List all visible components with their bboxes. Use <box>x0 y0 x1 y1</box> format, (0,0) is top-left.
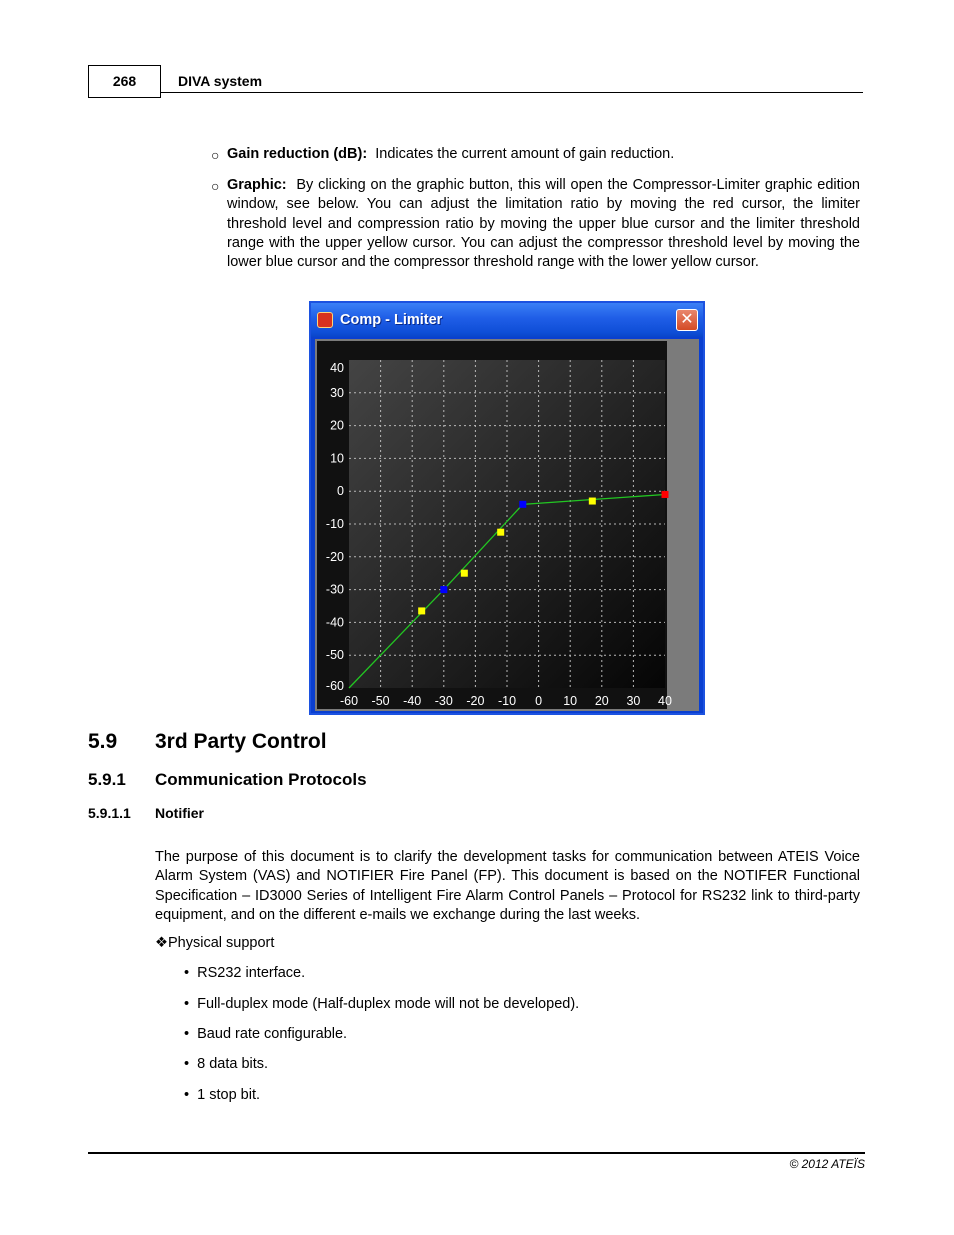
section-title: 3rd Party Control <box>155 730 327 753</box>
y-tick-label: -60 <box>325 679 344 693</box>
x-tick-label: -30 <box>434 694 453 708</box>
bullet-icon: • <box>184 1087 190 1103</box>
section-number: 5.9 <box>88 730 118 753</box>
x-tick-label: -50 <box>371 694 390 708</box>
bullet-icon: • <box>184 1026 190 1042</box>
chart <box>315 339 699 711</box>
cursor-handle[interactable] <box>440 586 447 593</box>
header-title: DIVA system <box>178 73 263 89</box>
list-item <box>184 996 579 1012</box>
subsubsection-number: 5.9.1.1 <box>88 805 131 821</box>
y-tick-label: 10 <box>330 451 344 466</box>
bullet-icon: • <box>184 965 190 981</box>
window-titlebar[interactable] <box>311 303 703 337</box>
list-item <box>184 965 305 981</box>
cursor-handle[interactable] <box>519 501 526 508</box>
y-tick-label: 30 <box>330 385 344 400</box>
cursor-handle[interactable] <box>497 529 504 536</box>
list-item-text: 1 stop bit. <box>197 1087 261 1103</box>
list-item <box>184 1056 268 1072</box>
support-heading <box>155 935 274 951</box>
item-label: Graphic: <box>227 177 287 193</box>
y-tick-label: -50 <box>325 648 344 663</box>
bullet-icon: • <box>184 996 190 1012</box>
footer-rule <box>88 1152 865 1154</box>
cursor-handle[interactable] <box>461 570 468 577</box>
x-tick-label: 10 <box>563 694 578 708</box>
list-item-graphic <box>227 176 860 272</box>
body-paragraph: The purpose of this document is to clarify the development tasks for communication between ATEIS Voice Alarm System (VAS) and NOTIFIER Fire Panel (FP). This document is based on the NOTIFER Functional Specification – ID3000 Series of Intelligent Fire Alarm Control Panels – Protocol for RS232 link to third-party equipment, and on the different e-mails we exchange during the last weeks. <box>155 849 860 923</box>
subsection-title: Communication Protocols <box>155 770 367 789</box>
y-tick-label: 0 <box>337 484 344 499</box>
cursor-handle[interactable] <box>662 491 669 498</box>
footer-copyright: © 2012 ATEÏS <box>789 1157 865 1171</box>
x-tick-label: -60 <box>339 694 359 708</box>
y-tick-label: -30 <box>325 582 344 597</box>
y-tick-label: 40 <box>330 361 344 375</box>
y-tick-label: -20 <box>325 549 344 564</box>
item-label: Gain reduction (dB): <box>227 146 368 162</box>
y-tick-label: -40 <box>325 615 344 630</box>
list-item <box>184 1087 260 1103</box>
list-item-text: 8 data bits. <box>197 1056 269 1072</box>
app-icon <box>317 312 333 328</box>
x-tick-label: 0 <box>535 694 543 708</box>
x-tick-label: -20 <box>466 694 485 708</box>
cursor-handle[interactable] <box>589 498 596 505</box>
x-tick-label: 30 <box>626 694 641 708</box>
item-text: Indicates the current amount of gain reduction. <box>375 146 675 162</box>
diamond-bullet-icon: ❖ <box>155 935 168 951</box>
window-title: Comp - Limiter <box>340 312 443 328</box>
x-tick-label: 20 <box>594 694 609 708</box>
list-item-text: RS232 interface. <box>197 965 306 981</box>
page-number: 268 <box>88 65 161 98</box>
subsubsection-title: Notifier <box>155 805 204 821</box>
header-rule <box>161 92 863 93</box>
window-body <box>315 339 699 709</box>
close-button[interactable]: ✕ <box>676 309 698 331</box>
comp-limiter-window <box>309 301 705 715</box>
support-heading-text: Physical support <box>168 935 275 951</box>
subsection-number: 5.9.1 <box>88 770 126 789</box>
x-tick-label: -10 <box>497 694 517 708</box>
list-item <box>184 1026 347 1042</box>
list-item-gain-reduction <box>227 145 860 164</box>
y-tick-label: -10 <box>325 517 344 531</box>
x-tick-label: 40 <box>658 694 672 708</box>
y-tick-label: 20 <box>330 418 344 433</box>
circle-bullet-icon: ○ <box>211 178 220 194</box>
item-text: By clicking on the graphic button, this will open the Compressor-Limiter graphic edition window, see below. You can adjust the limitation ratio by moving the red cursor, the limiter threshold level and compression ratio by moving the upper blue cursor and the limiter threshold range with the upper yellow cursor. You can adjust the compressor threshold level by moving the lower blue cursor and the compressor threshold range with the lower yellow cursor. <box>227 177 860 271</box>
x-tick-label: -40 <box>403 694 422 708</box>
cursor-handle[interactable] <box>418 607 425 614</box>
circle-bullet-icon: ○ <box>211 147 220 163</box>
list-item-text: Full-duplex mode (Half-duplex mode will not be developed). <box>197 996 580 1012</box>
bullet-icon: • <box>184 1056 190 1072</box>
list-item-text: Baud rate configurable. <box>197 1026 348 1042</box>
